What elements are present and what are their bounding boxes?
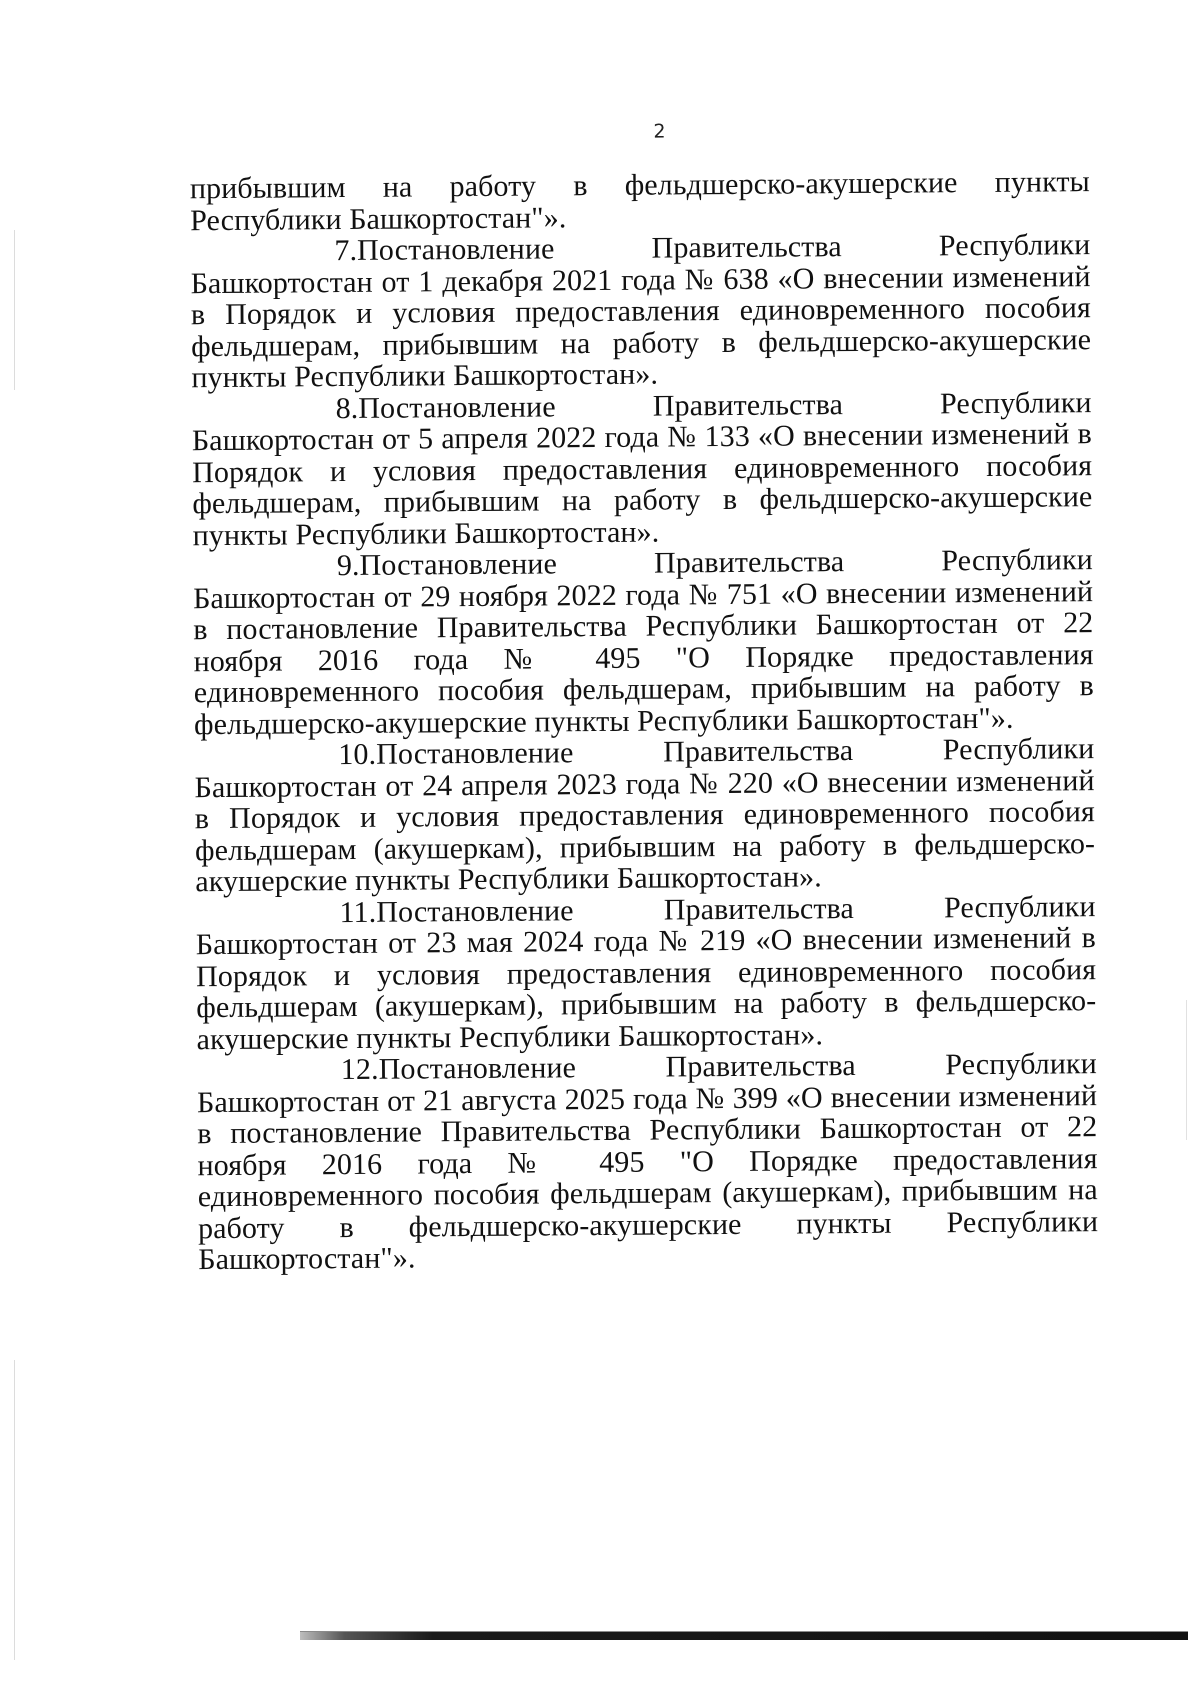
list-item-12 [197,1048,1099,1276]
scan-artifact [14,1360,15,1660]
list-item-number: 8. [335,391,359,425]
page-number: 2 [653,120,666,143]
list-item-number: 10. [338,737,377,772]
paragraph-text: Постановление Правительства Республики Башкортостан от 21 августа 2025 года № 399 «О внесении изменений в постановление Правительства Республики Башкортостан от 22 ноября 2016 года № 495 "О Порядке предоставления единовременного пособия фельдшерам (акушеркам), прибывшим на работу в фельдшерско-акушерские пункты Республики Башкортостан"». [196,1047,1099,1277]
paragraph-text: Постановление Правительства Республики Башкортостан от 24 апреля 2023 года № 220 «О внесении изменений в Порядок и условия предоставления единовременного пособия фельдшерам (акушеркам), прибывшим на работу в фельдшерско-акушерские пункты Республики Башкортостан». [194,732,1096,899]
list-item-number: 12. [340,1052,379,1087]
paragraph-text: прибывшим на работу в фельдшерско-акушерские пункты Республики Башкортостан"». [189,165,1091,237]
scan-artifact [14,230,15,390]
list-item-9 [193,544,1094,740]
list-item-number: 7. [334,233,358,268]
scan-bottom-edge [300,1631,1188,1640]
list-item-8 [192,387,1093,552]
scan-artifact [1186,1000,1187,1140]
paragraph-text: Постановление Правительства Республики Башкортостан от 5 апреля 2022 года № 133 «О внесении изменений в Порядок и условия предоставления единовременного пособия фельдшерам, прибывшим на работу в фельдшерско-акушерские пункты Республики Башкортостан». [191,385,1093,552]
list-item-number: 11. [339,895,377,929]
list-item-7 [190,229,1091,394]
list-item-11 [195,891,1096,1056]
paragraph-text: Постановление Правительства Республики Башкортостан от 1 декабря 2021 года № 638 «О внесении изменений в Порядок и условия предоставления единовременного пособия фельдшерам, прибывшим на работу в фельдшерско-акушерские пункты Республики Башкортостан». [190,228,1092,395]
paragraph-text: Постановление Правительства Республики Башкортостан от 29 ноября 2022 года № 751 «О внесении изменений в постановление Правительства Республики Башкортостан от 22 ноября 2016 года № 495 "О Порядке предоставления единовременного пособия фельдшерам, прибывшим на работу в фельдшерско-акушерские пункты Республики Башкортостан"». [192,543,1094,741]
document-body [190,166,1099,1276]
paragraph-text: Постановление Правительства Республики Башкортостан от 23 мая 2024 года № 219 «О внесении изменений в Порядок и условия предоставления единовременного пособия фельдшерам (акушеркам), прибывшим на работу в фельдшерско-акушерские пункты Республики Башкортостан». [195,889,1097,1056]
list-item-10 [194,733,1095,898]
list-item-number: 9. [336,548,360,583]
paragraph-continuation [190,166,1090,236]
